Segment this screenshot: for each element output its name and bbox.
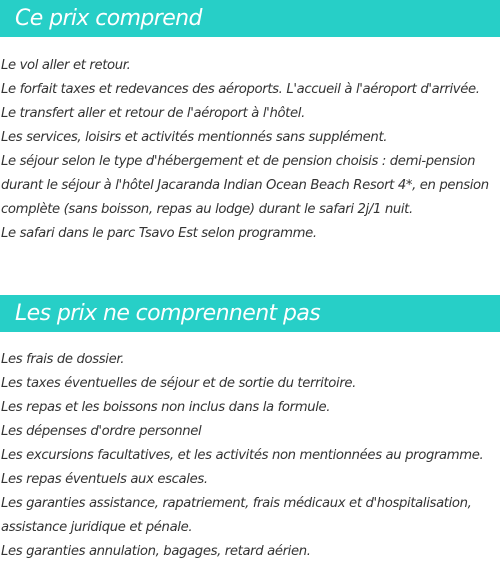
list-item: Les excursions facultatives, et les activités non mentionnées au programme. <box>1 448 484 463</box>
list-item: Les dépenses d'ordre personnel <box>1 424 202 439</box>
list-item: Les repas et les boissons non inclus dans la formule. <box>1 400 331 415</box>
list-item: Les frais de dossier. <box>1 352 125 367</box>
list-item: Le séjour selon le type d'hébergement et de pension choisis : demi-pension <box>1 154 476 169</box>
list-item: Les garanties assistance, rapatriement, frais médicaux et d'hospitalisation, <box>1 496 472 511</box>
included-list <box>1 54 499 246</box>
not-included-section-title: Les prix ne comprennent pas <box>0 295 500 332</box>
list-item: durant le séjour à l'hôtel Jacaranda Indian Ocean Beach Resort 4*, en pension <box>1 178 489 193</box>
list-item: Les garanties annulation, bagages, retard aérien. <box>1 544 311 559</box>
list-item: Le vol aller et retour. <box>1 58 131 73</box>
list-item: Les services, loisirs et activités mentionnés sans supplément. <box>1 130 388 145</box>
not-included-list <box>1 348 499 564</box>
list-item: Le transfert aller et retour de l'aéroport à l'hôtel. <box>1 106 305 121</box>
list-item: Le safari dans le parc Tsavo Est selon programme. <box>1 226 317 241</box>
list-item: complète (sans boisson, repas au lodge) durant le safari 2j/1 nuit. <box>1 202 413 217</box>
list-item: Les repas éventuels aux escales. <box>1 472 208 487</box>
list-item: Le forfait taxes et redevances des aéroports. L'accueil à l'aéroport d'arrivée. <box>1 82 480 97</box>
list-item: assistance juridique et pénale. <box>1 520 193 535</box>
list-item: Les taxes éventuelles de séjour et de sortie du territoire. <box>1 376 357 391</box>
included-section-title: Ce prix comprend <box>0 0 500 37</box>
